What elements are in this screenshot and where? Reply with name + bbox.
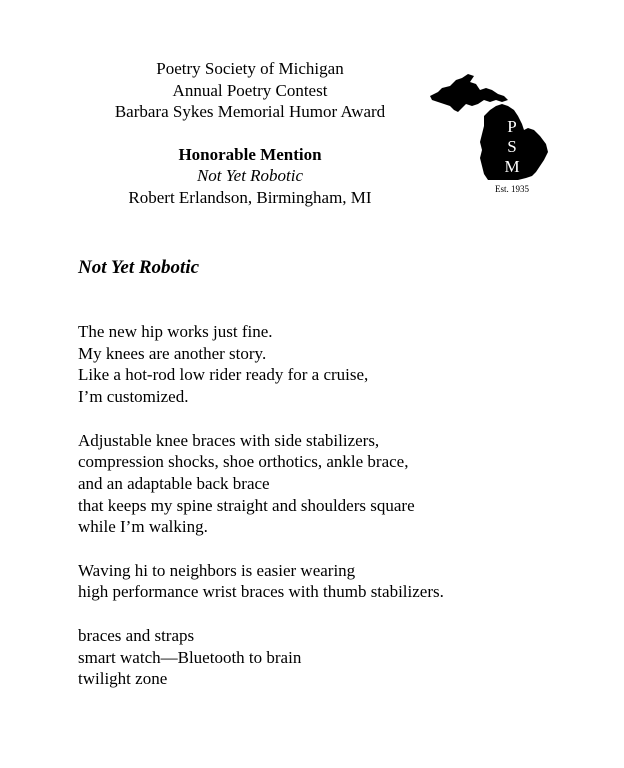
header-poem-title: Not Yet Robotic [196, 166, 304, 185]
poem-line: while I’m walking. [78, 517, 208, 537]
poem-line: high performance wrist braces with thumb stabilizers. [78, 582, 444, 602]
poem-line: Adjustable knee braces with side stabilizers, [78, 430, 380, 450]
psm-michigan-logo [428, 72, 554, 196]
award-header [0, 58, 500, 208]
logo-letter-p: P [507, 117, 517, 136]
logo-letter-s: S [507, 137, 517, 156]
stanza [78, 321, 444, 408]
poem-line: braces and straps [78, 625, 195, 645]
poem-line: and an adaptable back brace [78, 473, 270, 493]
poem-line: that keeps my spine straight and shoulders square [78, 495, 415, 515]
logo-letter-m: M [504, 157, 520, 176]
poem-line: smart watch—Bluetooth to brain [78, 647, 302, 667]
organization-name: Poetry Society of Michigan [156, 59, 344, 78]
poem-line: Like a hot-rod low rider ready for a cruise, [78, 365, 369, 385]
stanza [78, 430, 444, 539]
author: Robert Erlandson, Birmingham, MI [128, 187, 372, 207]
stanza [78, 625, 444, 690]
contest-name: Annual Poetry Contest [172, 80, 328, 100]
poem-line: I’m customized. [78, 387, 189, 407]
poem-body [78, 321, 444, 712]
poem-line: twilight zone [78, 669, 168, 689]
poem-title: Not Yet Robotic [78, 257, 200, 278]
stanza [78, 560, 444, 603]
poem-line: My knees are another story. [78, 343, 267, 363]
poem-line: The new hip works just fine. [78, 322, 273, 341]
logo-established: Est. 1935 [494, 184, 530, 194]
placement: Honorable Mention [178, 144, 322, 164]
poem-line: compression shocks, shoe orthotics, ankle brace, [78, 452, 409, 472]
award-name: Barbara Sykes Memorial Humor Award [114, 102, 386, 121]
poem-line: Waving hi to neighbors is easier wearing [78, 560, 356, 580]
